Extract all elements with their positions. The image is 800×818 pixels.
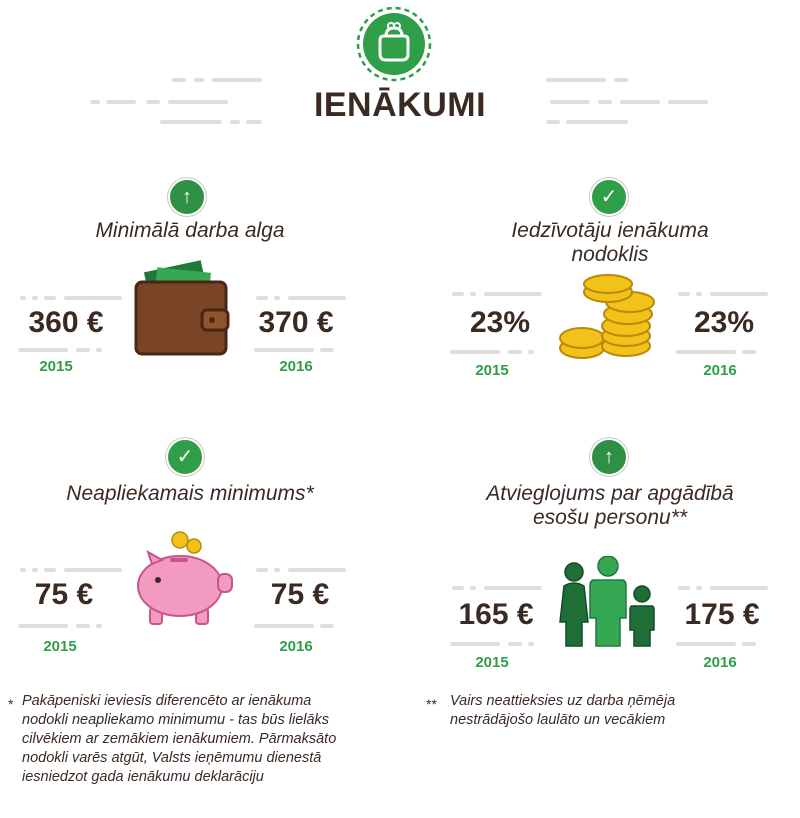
- year-2015: 2015: [475, 362, 509, 379]
- check-icon: ✓: [590, 178, 628, 216]
- section-title: Iedzīvotāju ienākuma nodoklis: [511, 219, 709, 266]
- value-2016: 23%: [693, 306, 755, 339]
- value-2015: 23%: [469, 306, 531, 339]
- header-purse-icon: [356, 6, 432, 82]
- year-2015: 2015: [39, 358, 73, 375]
- footnote-mark: **: [426, 696, 437, 712]
- value-2016: 175 €: [684, 598, 760, 631]
- footnote-text: Pakāpeniski ieviesīs diferencēto ar ienākuma nodokli neapliekamo minimumu - tas būs lielāks cilvēkiem ar zemākiem ienākumiem. Pārmaksāto nodokli varēs atgūt, Valsts ieņēmumu dienestā iesniedzot gada ienākumu deklarāciju: [22, 693, 337, 785]
- year-2015: 2015: [43, 638, 77, 655]
- coins-icon: [556, 274, 660, 366]
- footnote-mark: *: [8, 696, 14, 712]
- arrow-up-icon: ↑: [168, 178, 206, 216]
- check-icon: ✓: [166, 438, 204, 476]
- wallet-icon: [132, 258, 234, 358]
- year-2016: 2016: [279, 358, 313, 375]
- year-2016: 2016: [279, 638, 313, 655]
- section-title: Minimālā darba alga: [95, 219, 285, 242]
- value-2016: 370 €: [258, 306, 334, 339]
- footnote-text: Vairs neattieksies uz darba ņēmēja nestrādājošo laulāto un vecākiem: [450, 693, 676, 728]
- page-title: IENĀKUMI: [313, 86, 487, 124]
- section-title: Neapliekamais minimums*: [66, 482, 314, 505]
- section-title: Atvieglojums par apgādībā esošu personu**: [486, 482, 734, 529]
- value-2016: 75 €: [270, 578, 330, 611]
- year-2016: 2016: [703, 362, 737, 379]
- piggy-bank-icon: [130, 530, 234, 630]
- value-2015: 75 €: [34, 578, 94, 611]
- value-2015: 165 €: [458, 598, 534, 631]
- arrow-up-icon: ↑: [590, 438, 628, 476]
- value-2015: 360 €: [28, 306, 104, 339]
- year-2015: 2015: [475, 654, 509, 671]
- family-icon: [556, 556, 658, 648]
- year-2016: 2016: [703, 654, 737, 671]
